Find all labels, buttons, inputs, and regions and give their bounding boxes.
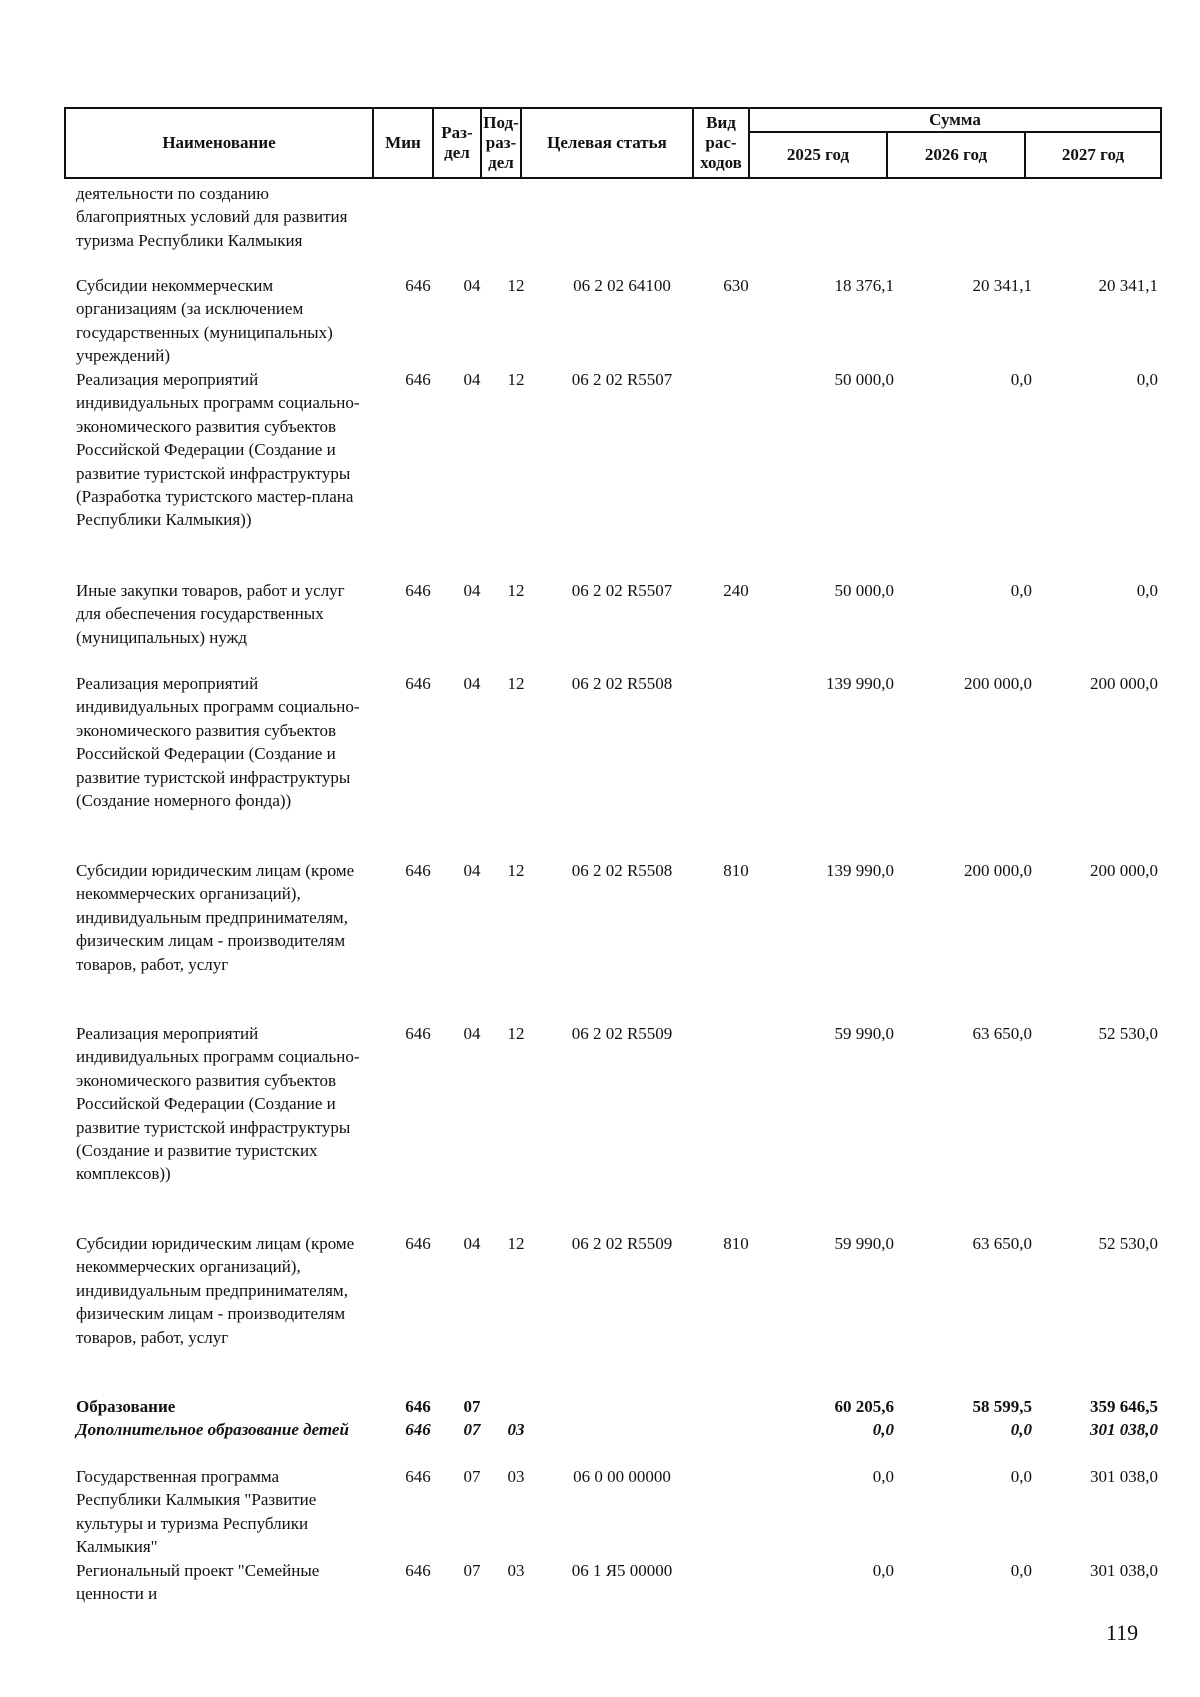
row-razdel: 04 [463,1234,481,1253]
row-name: Субсидии юридическим лицам (кроме некоммерческих организаций), индивидуальным предпринимателям, физическим лицам - производителям товаров, работ, услуг [76,1234,355,1347]
row-min: 646 [405,1467,431,1486]
row-sum-2027: 52 530,0 [1098,1234,1158,1253]
row-razdel: 04 [463,861,481,880]
table-row [64,1022,1160,1232]
row-sum-2025: 50 000,0 [834,581,894,600]
row-sum-2025: 0,0 [872,1561,894,1580]
row-celevaya: 06 2 02 64100 [573,276,671,295]
row-podrazdel: 12 [507,674,525,693]
row-podrazdel: 12 [507,1234,525,1253]
row-celevaya: 06 2 02 R5509 [571,1234,673,1253]
row-sum-2026: 0,0 [1010,1561,1032,1580]
row-sum-2025: 18 376,1 [834,276,894,295]
row-sum-2026: 0,0 [1010,370,1032,389]
row-razdel: 04 [463,1024,481,1043]
row-min: 646 [405,1024,431,1043]
header-2026: 2026 год [887,132,1025,178]
row-sum-2026: 0,0 [1010,581,1032,600]
row-celevaya: 06 0 00 00000 [573,1467,671,1486]
row-name: Реализация мероприятий индивидуальных программ социально-экономического развития субъектов Российской Федерации (Создание и развитие туристской инфраструктуры (Создание и развитие туристских комплексов)) [76,1024,360,1184]
row-celevaya: 06 2 02 R5507 [571,581,673,600]
row-vid: 240 [723,581,749,600]
row-podrazdel: 03 [507,1420,525,1439]
row-sum-2027: 359 646,5 [1090,1397,1158,1416]
row-celevaya: 06 2 02 R5507 [571,370,673,389]
row-razdel: 07 [463,1420,481,1439]
row-podrazdel: 12 [507,276,525,295]
table-row-section [64,1395,1160,1418]
page-number: 119 [1106,1620,1139,1645]
row-name: Региональный проект "Семейные ценности и [76,1561,320,1604]
row-celevaya: 06 2 02 R5509 [571,1024,673,1043]
row-vid: 810 [723,1234,749,1253]
table-row [64,182,1160,274]
row-razdel: 04 [463,276,481,295]
row-sum-2026: 63 650,0 [972,1234,1032,1253]
row-sum-2026: 20 341,1 [972,276,1032,295]
row-sum-2027: 0,0 [1136,581,1158,600]
table-row [64,1232,1160,1395]
row-name: Реализация мероприятий индивидуальных программ социально-экономического развития субъектов Российской Федерации (Создание и развитие туристской инфраструктуры (Разработка туристского мастер-плана Республики Калмыкия)) [76,370,360,530]
row-name: деятельности по созданию благоприятных условий для развития туризма Республики Калмыкия [76,184,348,250]
row-razdel: 04 [463,674,481,693]
row-podrazdel: 03 [507,1467,525,1486]
table-row [64,1465,1160,1559]
row-sum-2025: 0,0 [872,1467,894,1486]
row-sum-2026: 0,0 [1010,1467,1032,1486]
row-name: Образование [76,1397,176,1416]
row-razdel: 07 [463,1397,481,1416]
table-row [64,672,1160,859]
header-2025: 2025 год [749,132,887,178]
row-min: 646 [405,370,431,389]
row-min: 646 [405,1420,431,1439]
row-name: Иные закупки товаров, работ и услуг для обеспечения государственных (муниципальных) нужд [76,581,345,647]
row-sum-2025: 60 205,6 [834,1397,894,1416]
row-sum-2027: 52 530,0 [1098,1024,1158,1043]
row-podrazdel: 12 [507,581,525,600]
row-name: Субсидии юридическим лицам (кроме некоммерческих организаций), индивидуальным предпринимателям, физическим лицам - производителям товаров, работ, услуг [76,861,355,974]
row-sum-2026: 200 000,0 [964,674,1032,693]
header-celevaya: Целевая статья [521,108,693,178]
header-podrazdel: Под-раз-дел [481,108,521,178]
row-sum-2027: 20 341,1 [1098,276,1158,295]
row-sum-2027: 301 038,0 [1090,1420,1158,1439]
row-min: 646 [405,276,431,295]
row-name: Государственная программа Республики Калмыкия "Развитие культуры и туризма Республики Калмыкия" [76,1467,317,1557]
row-min: 646 [405,674,431,693]
header-vid: Вид рас-ходов [693,108,749,178]
table-row [64,368,1160,579]
header-summa: Сумма [749,108,1161,132]
table-header [64,107,1162,179]
row-min: 646 [405,1234,431,1253]
row-razdel: 07 [463,1467,481,1486]
header-min: Мин [373,108,433,178]
row-sum-2025: 139 990,0 [826,674,894,693]
row-sum-2027: 301 038,0 [1090,1561,1158,1580]
row-sum-2026: 58 599,5 [972,1397,1032,1416]
row-name: Реализация мероприятий индивидуальных программ социально-экономического развития субъектов Российской Федерации (Создание и развитие туристской инфраструктуры (Создание номерного фонда)) [76,674,360,811]
row-vid: 810 [723,861,749,880]
row-sum-2026: 0,0 [1010,1420,1032,1439]
row-sum-2027: 0,0 [1136,370,1158,389]
row-sum-2026: 200 000,0 [964,861,1032,880]
header-2027: 2027 год [1025,132,1161,178]
row-sum-2025: 139 990,0 [826,861,894,880]
row-name: Субсидии некоммерческим организациям (за исключением государственных (муниципальных) учреждений) [76,276,333,366]
table-row-subsection [64,1418,1160,1465]
table-row [64,274,1160,368]
row-sum-2027: 200 000,0 [1090,861,1158,880]
row-celevaya: 06 2 02 R5508 [571,674,673,693]
row-razdel: 04 [463,581,481,600]
row-celevaya: 06 2 02 R5508 [571,861,673,880]
row-min: 646 [405,1561,431,1580]
row-podrazdel: 12 [507,861,525,880]
table-row [64,859,1160,1022]
row-sum-2026: 63 650,0 [972,1024,1032,1043]
row-podrazdel: 03 [507,1561,525,1580]
row-razdel: 04 [463,370,481,389]
row-sum-2025: 59 990,0 [834,1234,894,1253]
row-name: Дополнительное образование детей [76,1420,349,1439]
row-vid: 630 [723,276,749,295]
row-sum-2027: 200 000,0 [1090,674,1158,693]
row-min: 646 [405,1397,431,1416]
header-name: Наименование [65,108,373,178]
table-body [64,182,1160,1606]
row-podrazdel: 12 [507,1024,525,1043]
row-min: 646 [405,861,431,880]
table-row [64,579,1160,672]
row-razdel: 07 [463,1561,481,1580]
row-sum-2025: 0,0 [872,1420,894,1439]
header-razdel: Раз-дел [433,108,481,178]
row-min: 646 [405,581,431,600]
row-podrazdel: 12 [507,370,525,389]
row-sum-2025: 59 990,0 [834,1024,894,1043]
row-celevaya: 06 1 Я5 00000 [571,1561,673,1580]
row-sum-2027: 301 038,0 [1090,1467,1158,1486]
table-row [64,1559,1160,1606]
row-sum-2025: 50 000,0 [834,370,894,389]
